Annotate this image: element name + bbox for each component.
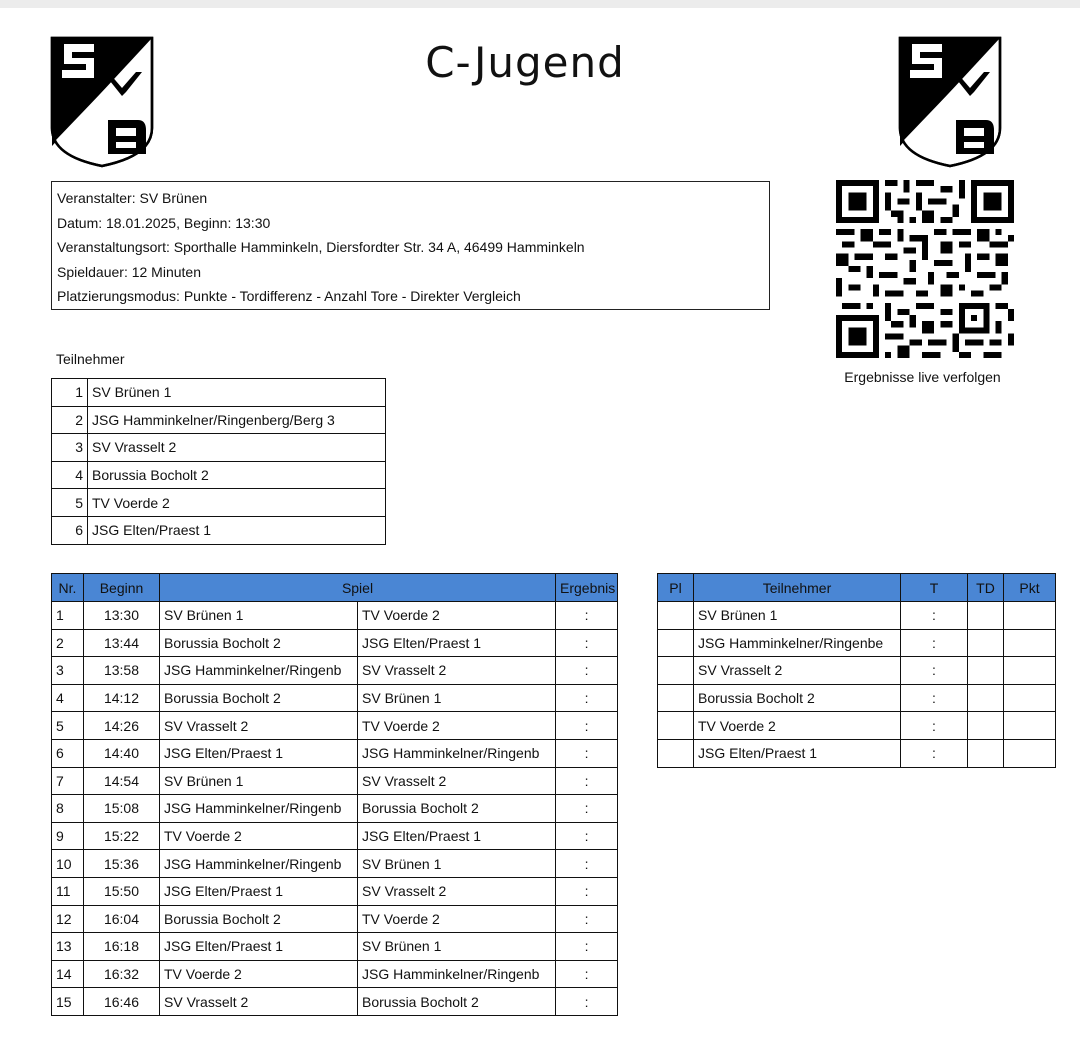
match-home-team: SV Brünen 1: [160, 602, 358, 630]
match-row: [52, 657, 618, 685]
standings-goals: :: [901, 739, 968, 767]
participant-number: 3: [52, 434, 88, 462]
participant-row: [52, 489, 386, 517]
participant-number: 1: [52, 379, 88, 407]
match-time: 13:44: [84, 629, 160, 657]
match-away-team: TV Voerde 2: [358, 712, 556, 740]
match-row: [52, 988, 618, 1016]
top-bar: [0, 0, 1080, 8]
match-result: :: [556, 933, 618, 961]
standings-points: [1004, 684, 1056, 712]
match-number: 6: [52, 739, 84, 767]
standings-row: [658, 602, 1056, 630]
match-result: :: [556, 877, 618, 905]
match-time: 16:18: [84, 933, 160, 961]
match-away-team: JSG Elten/Praest 1: [358, 629, 556, 657]
standings-header-t: T: [901, 574, 968, 602]
participant-row: [52, 379, 386, 407]
schedule-header-spiel: Spiel: [160, 574, 556, 602]
info-duration: Spieldauer: 12 Minuten: [57, 263, 201, 280]
standings-place: [658, 684, 694, 712]
match-number: 13: [52, 933, 84, 961]
match-home-team: Borussia Bocholt 2: [160, 684, 358, 712]
match-home-team: TV Voerde 2: [160, 960, 358, 988]
standings-goal-diff: [968, 739, 1004, 767]
info-ranking-mode: Platzierungsmodus: Punkte - Tordifferenz - Anzahl Tore - Direkter Vergleich: [57, 288, 521, 305]
match-away-team: Borussia Bocholt 2: [358, 795, 556, 823]
participants-label: Teilnehmer: [56, 351, 125, 367]
standings-goal-diff: [968, 712, 1004, 740]
schedule-header-beginn: Beginn: [84, 574, 160, 602]
participant-row: [52, 406, 386, 434]
standings-header-pkt: Pkt: [1004, 574, 1056, 602]
participant-name: JSG Hamminkelner/Ringenberg/Berg 3: [88, 406, 386, 434]
info-venue: Veranstaltungsort: Sporthalle Hamminkeln, Diersfordter Str. 34 A, 46499 Hamminkeln: [57, 239, 585, 256]
match-row: [52, 602, 618, 630]
match-home-team: JSG Hamminkelner/Ringenb: [160, 657, 358, 685]
match-away-team: TV Voerde 2: [358, 905, 556, 933]
match-time: 14:40: [84, 739, 160, 767]
match-time: 14:26: [84, 712, 160, 740]
participant-number: 2: [52, 406, 88, 434]
standings-team: SV Brünen 1: [694, 602, 901, 630]
standings-header-teilnehmer: Teilnehmer: [694, 574, 901, 602]
match-time: 15:08: [84, 795, 160, 823]
match-away-team: SV Vrasselt 2: [358, 877, 556, 905]
match-time: 16:46: [84, 988, 160, 1016]
match-time: 15:36: [84, 850, 160, 878]
standings-place: [658, 602, 694, 630]
club-logo-right: [898, 36, 1002, 168]
standings-goals: :: [901, 684, 968, 712]
match-result: :: [556, 712, 618, 740]
page-title: C-Jugend: [425, 38, 625, 87]
match-number: 15: [52, 988, 84, 1016]
match-number: 4: [52, 684, 84, 712]
match-away-team: TV Voerde 2: [358, 602, 556, 630]
participant-number: 4: [52, 461, 88, 489]
match-row: [52, 629, 618, 657]
match-row: [52, 905, 618, 933]
standings-row: [658, 712, 1056, 740]
match-home-team: JSG Elten/Praest 1: [160, 739, 358, 767]
match-result: :: [556, 602, 618, 630]
match-number: 8: [52, 795, 84, 823]
standings-points: [1004, 657, 1056, 685]
qr-code-icon[interactable]: [836, 180, 1014, 358]
match-row: [52, 933, 618, 961]
standings-team: Borussia Bocholt 2: [694, 684, 901, 712]
match-away-team: SV Vrasselt 2: [358, 657, 556, 685]
match-time: 16:32: [84, 960, 160, 988]
standings-team: JSG Elten/Praest 1: [694, 739, 901, 767]
info-organizer: Veranstalter: SV Brünen: [57, 190, 208, 206]
participant-name: Borussia Bocholt 2: [88, 461, 386, 489]
standings-place: [658, 712, 694, 740]
match-number: 7: [52, 767, 84, 795]
schedule-header-nr: Nr.: [52, 574, 84, 602]
standings-header-td: TD: [968, 574, 1004, 602]
standings-goal-diff: [968, 629, 1004, 657]
standings-team: SV Vrasselt 2: [694, 657, 901, 685]
participant-row: [52, 461, 386, 489]
match-result: :: [556, 905, 618, 933]
match-number: 5: [52, 712, 84, 740]
match-result: :: [556, 795, 618, 823]
match-row: [52, 822, 618, 850]
match-result: :: [556, 822, 618, 850]
match-time: 15:22: [84, 822, 160, 850]
match-row: [52, 712, 618, 740]
match-time: 13:30: [84, 602, 160, 630]
standings-table: [657, 573, 1056, 768]
standings-goals: :: [901, 602, 968, 630]
event-info-box: [51, 181, 770, 310]
match-time: 14:12: [84, 684, 160, 712]
standings-row: [658, 629, 1056, 657]
match-home-team: SV Vrasselt 2: [160, 712, 358, 740]
club-logo-left: [50, 36, 154, 168]
match-result: :: [556, 767, 618, 795]
match-away-team: SV Vrasselt 2: [358, 767, 556, 795]
standings-goal-diff: [968, 684, 1004, 712]
match-result: :: [556, 657, 618, 685]
match-home-team: JSG Hamminkelner/Ringenb: [160, 850, 358, 878]
standings-team: JSG Hamminkelner/Ringenbe: [694, 629, 901, 657]
standings-place: [658, 739, 694, 767]
match-number: 12: [52, 905, 84, 933]
info-date: Datum: 18.01.2025, Beginn: 13:30: [57, 214, 271, 231]
match-result: :: [556, 739, 618, 767]
match-number: 11: [52, 877, 84, 905]
standings-team: TV Voerde 2: [694, 712, 901, 740]
match-home-team: SV Brünen 1: [160, 767, 358, 795]
standings-place: [658, 629, 694, 657]
standings-points: [1004, 629, 1056, 657]
standings-row: [658, 739, 1056, 767]
match-away-team: Borussia Bocholt 2: [358, 988, 556, 1016]
match-number: 1: [52, 602, 84, 630]
match-away-team: SV Brünen 1: [358, 684, 556, 712]
match-away-team: JSG Hamminkelner/Ringenb: [358, 739, 556, 767]
standings-goals: :: [901, 629, 968, 657]
match-time: 15:50: [84, 877, 160, 905]
match-away-team: SV Brünen 1: [358, 850, 556, 878]
match-number: 3: [52, 657, 84, 685]
standings-row: [658, 657, 1056, 685]
schedule-header-ergebnis: Ergebnis: [556, 574, 618, 602]
match-number: 14: [52, 960, 84, 988]
match-result: :: [556, 684, 618, 712]
match-result: :: [556, 850, 618, 878]
match-row: [52, 960, 618, 988]
match-home-team: JSG Elten/Praest 1: [160, 933, 358, 961]
standings-goal-diff: [968, 602, 1004, 630]
schedule-table: [51, 573, 618, 1016]
match-home-team: JSG Elten/Praest 1: [160, 877, 358, 905]
participant-number: 6: [52, 516, 88, 544]
match-time: 16:04: [84, 905, 160, 933]
participant-name: SV Brünen 1: [88, 379, 386, 407]
match-row: [52, 767, 618, 795]
match-number: 9: [52, 822, 84, 850]
standings-place: [658, 657, 694, 685]
standings-goals: :: [901, 657, 968, 685]
match-row: [52, 850, 618, 878]
match-time: 14:54: [84, 767, 160, 795]
match-number: 10: [52, 850, 84, 878]
match-row: [52, 795, 618, 823]
standings-points: [1004, 712, 1056, 740]
match-row: [52, 877, 618, 905]
participant-name: JSG Elten/Praest 1: [88, 516, 386, 544]
match-result: :: [556, 960, 618, 988]
match-home-team: SV Vrasselt 2: [160, 988, 358, 1016]
match-home-team: TV Voerde 2: [160, 822, 358, 850]
match-result: :: [556, 988, 618, 1016]
match-home-team: Borussia Bocholt 2: [160, 905, 358, 933]
match-home-team: JSG Hamminkelner/Ringenb: [160, 795, 358, 823]
participant-row: [52, 434, 386, 462]
match-away-team: JSG Hamminkelner/Ringenb: [358, 960, 556, 988]
standings-header-pl: Pl: [658, 574, 694, 602]
match-away-team: SV Brünen 1: [358, 933, 556, 961]
participant-name: SV Vrasselt 2: [88, 434, 386, 462]
match-number: 2: [52, 629, 84, 657]
match-result: :: [556, 629, 618, 657]
standings-goal-diff: [968, 657, 1004, 685]
participant-name: TV Voerde 2: [88, 489, 386, 517]
standings-points: [1004, 739, 1056, 767]
match-row: [52, 684, 618, 712]
match-time: 13:58: [84, 657, 160, 685]
match-row: [52, 739, 618, 767]
match-home-team: Borussia Bocholt 2: [160, 629, 358, 657]
match-away-team: JSG Elten/Praest 1: [358, 822, 556, 850]
standings-goals: :: [901, 712, 968, 740]
standings-points: [1004, 602, 1056, 630]
standings-row: [658, 684, 1056, 712]
participant-number: 5: [52, 489, 88, 517]
participants-table: [51, 378, 386, 545]
participant-row: [52, 516, 386, 544]
qr-caption: Ergebnisse live verfolgen: [844, 369, 1001, 385]
